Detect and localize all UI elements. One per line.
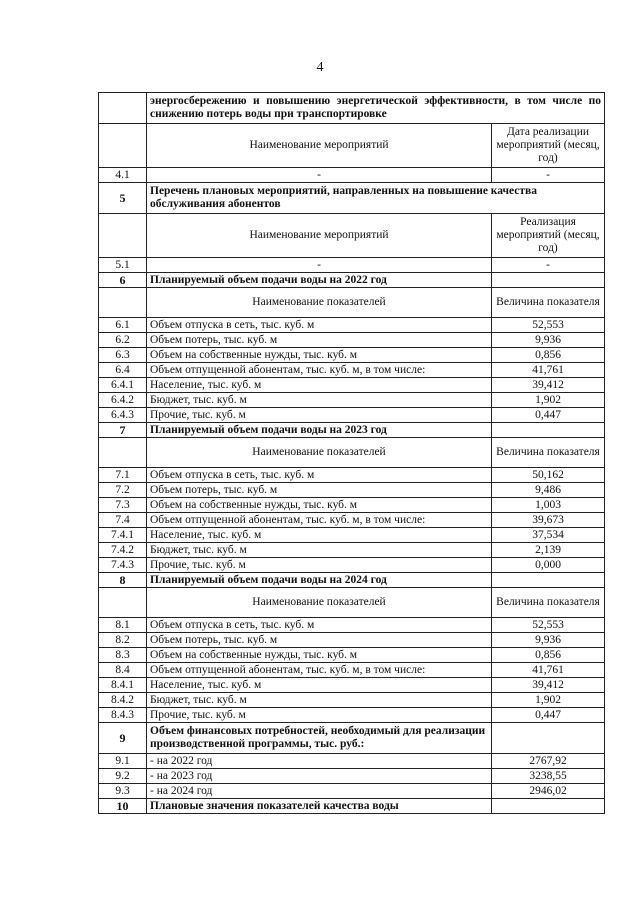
row-value: 41,761 xyxy=(492,663,605,678)
row-name: Прочие, тыс. куб. м xyxy=(147,408,492,423)
row-num: 6.4.2 xyxy=(99,393,147,408)
row-name: Объем на собственные нужды, тыс. куб. м xyxy=(147,648,492,663)
table-row xyxy=(99,468,605,483)
intro-row xyxy=(99,93,605,124)
table-row xyxy=(99,618,605,633)
table-row xyxy=(99,393,605,408)
row-name: Объем отпуска в сеть, тыс. куб. м xyxy=(147,318,492,333)
section-row xyxy=(99,799,605,814)
table-row xyxy=(99,784,605,799)
row-num: 8.3 xyxy=(99,648,147,663)
section-title: Объем финансовых потребностей, необходимый для реализации производственной программы, тыс. руб.: xyxy=(147,723,492,754)
row-num: 6.3 xyxy=(99,348,147,363)
row-num: 6.4.1 xyxy=(99,378,147,393)
row-value: 2767,92 xyxy=(492,754,605,769)
header-row xyxy=(99,288,605,318)
row-name: Объем отпущенной абонентам, тыс. куб. м, в том числе: xyxy=(147,363,492,378)
row-num: 5.1 xyxy=(99,258,147,273)
row-value: 0,856 xyxy=(492,348,605,363)
header-row xyxy=(99,214,605,258)
row-name: - на 2024 год xyxy=(147,784,492,799)
table-row xyxy=(99,558,605,573)
row-num: 6.4 xyxy=(99,363,147,378)
header-name: Наименование мероприятий xyxy=(147,124,492,168)
row-value: 2946,02 xyxy=(492,784,605,799)
table-row xyxy=(99,348,605,363)
table-row xyxy=(99,513,605,528)
header-row xyxy=(99,124,605,168)
table-row xyxy=(99,363,605,378)
header-name: Наименование показателей xyxy=(147,588,492,618)
row-num: 8.4.1 xyxy=(99,678,147,693)
section-num: 9 xyxy=(99,723,147,754)
row-name: Объем отпущенной абонентам, тыс. куб. м, в том числе: xyxy=(147,663,492,678)
row-num: 7.2 xyxy=(99,483,147,498)
row-num: 8.4.3 xyxy=(99,708,147,723)
intro-text: энергосбережению и повышению энергетической эффективности, в том числе по снижению потерь воды при транспортировке xyxy=(147,93,605,124)
row-name: Прочие, тыс. куб. м xyxy=(147,708,492,723)
row-value: 37,534 xyxy=(492,528,605,543)
program-table xyxy=(98,92,605,814)
section-row xyxy=(99,573,605,588)
row-value: 1,003 xyxy=(492,498,605,513)
row-value: 50,162 xyxy=(492,468,605,483)
row-num: 8.4 xyxy=(99,663,147,678)
row-num: 7.4.2 xyxy=(99,543,147,558)
section-row xyxy=(99,423,605,438)
header-date: Дата реализации мероприятий (месяц, год) xyxy=(492,124,605,168)
table-row xyxy=(99,633,605,648)
section-row xyxy=(99,183,605,214)
table-row xyxy=(99,663,605,678)
row-name: Объем отпущенной абонентам, тыс. куб. м, в том числе: xyxy=(147,513,492,528)
header-value: Величина показателя xyxy=(492,438,605,468)
row-name: Объем потерь, тыс. куб. м xyxy=(147,333,492,348)
row-value: 2,139 xyxy=(492,543,605,558)
row-num: 9.3 xyxy=(99,784,147,799)
row-num: 7.1 xyxy=(99,468,147,483)
row-name: Прочие, тыс. куб. м xyxy=(147,558,492,573)
row-value: 1,902 xyxy=(492,693,605,708)
table-row xyxy=(99,648,605,663)
row-value: 41,761 xyxy=(492,363,605,378)
header-row xyxy=(99,588,605,618)
row-num: 7.4.3 xyxy=(99,558,147,573)
row-value: 39,412 xyxy=(492,378,605,393)
table-row xyxy=(99,333,605,348)
row-name: - на 2022 год xyxy=(147,754,492,769)
header-row xyxy=(99,438,605,468)
row-value: 0,856 xyxy=(492,648,605,663)
page-number: 4 xyxy=(316,60,324,75)
row-name: - xyxy=(147,258,492,273)
section-row xyxy=(99,723,605,754)
row-value: 9,486 xyxy=(492,483,605,498)
section-num: 8 xyxy=(99,573,147,588)
row-name: Объем на собственные нужды, тыс. куб. м xyxy=(147,498,492,513)
table-row xyxy=(99,498,605,513)
row-num: 8.1 xyxy=(99,618,147,633)
row-value: 39,673 xyxy=(492,513,605,528)
table-row xyxy=(99,168,605,183)
row-num: 8.2 xyxy=(99,633,147,648)
row-num: 9.1 xyxy=(99,754,147,769)
row-value: 52,553 xyxy=(492,318,605,333)
table-row xyxy=(99,543,605,558)
row-num: 4.1 xyxy=(99,168,147,183)
row-name: Объем отпуска в сеть, тыс. куб. м xyxy=(147,618,492,633)
row-value: 39,412 xyxy=(492,678,605,693)
row-value: 0,000 xyxy=(492,558,605,573)
row-num: 7.4.1 xyxy=(99,528,147,543)
row-value: - xyxy=(492,168,605,183)
row-name: Население, тыс. куб. м xyxy=(147,528,492,543)
section-num: 7 xyxy=(99,423,147,438)
row-name: - на 2023 год xyxy=(147,769,492,784)
header-name: Наименование показателей xyxy=(147,288,492,318)
row-name: Бюджет, тыс. куб. м xyxy=(147,543,492,558)
header-name: Наименование показателей xyxy=(147,438,492,468)
row-value: 0,447 xyxy=(492,708,605,723)
section-title: Перечень плановых мероприятий, направленных на повышение качества обслуживания абонентов xyxy=(147,183,605,214)
row-num: 6.2 xyxy=(99,333,147,348)
section-num: 6 xyxy=(99,273,147,288)
header-name: Наименование мероприятий xyxy=(147,214,492,258)
section-title: Планируемый объем подачи воды на 2023 год xyxy=(147,423,492,438)
row-value: 1,902 xyxy=(492,393,605,408)
row-num: 8.4.2 xyxy=(99,693,147,708)
table-row xyxy=(99,378,605,393)
table-row xyxy=(99,678,605,693)
section-title: Планируемый объем подачи воды на 2022 год xyxy=(147,273,492,288)
header-impl: Реализация мероприятий (месяц, год) xyxy=(492,214,605,258)
table-row xyxy=(99,258,605,273)
row-name: Объем на собственные нужды, тыс. куб. м xyxy=(147,348,492,363)
section-title: Плановые значения показателей качества воды xyxy=(147,799,492,814)
row-name: Бюджет, тыс. куб. м xyxy=(147,393,492,408)
table-row xyxy=(99,693,605,708)
section-row xyxy=(99,273,605,288)
row-value: 9,936 xyxy=(492,633,605,648)
section-num: 10 xyxy=(99,799,147,814)
header-value: Величина показателя xyxy=(492,588,605,618)
row-name: Объем отпуска в сеть, тыс. куб. м xyxy=(147,468,492,483)
table-row xyxy=(99,769,605,784)
row-name: Бюджет, тыс. куб. м xyxy=(147,693,492,708)
row-num: 6.4.3 xyxy=(99,408,147,423)
row-name: - xyxy=(147,168,492,183)
row-name: Население, тыс. куб. м xyxy=(147,378,492,393)
row-name: Объем потерь, тыс. куб. м xyxy=(147,483,492,498)
row-num: 6.1 xyxy=(99,318,147,333)
row-value: 52,553 xyxy=(492,618,605,633)
row-value: 3238,55 xyxy=(492,769,605,784)
section-title: Планируемый объем подачи воды на 2024 год xyxy=(147,573,492,588)
table-row xyxy=(99,408,605,423)
table-row xyxy=(99,318,605,333)
row-num: 7.3 xyxy=(99,498,147,513)
table-row xyxy=(99,528,605,543)
row-name: Население, тыс. куб. м xyxy=(147,678,492,693)
table-row xyxy=(99,483,605,498)
table-row xyxy=(99,754,605,769)
row-value: - xyxy=(492,258,605,273)
row-num: 9.2 xyxy=(99,769,147,784)
row-name: Объем потерь, тыс. куб. м xyxy=(147,633,492,648)
table-row xyxy=(99,708,605,723)
header-value: Величина показателя xyxy=(492,288,605,318)
section-num: 5 xyxy=(99,183,147,214)
row-value: 0,447 xyxy=(492,408,605,423)
row-num: 7.4 xyxy=(99,513,147,528)
row-value: 9,936 xyxy=(492,333,605,348)
